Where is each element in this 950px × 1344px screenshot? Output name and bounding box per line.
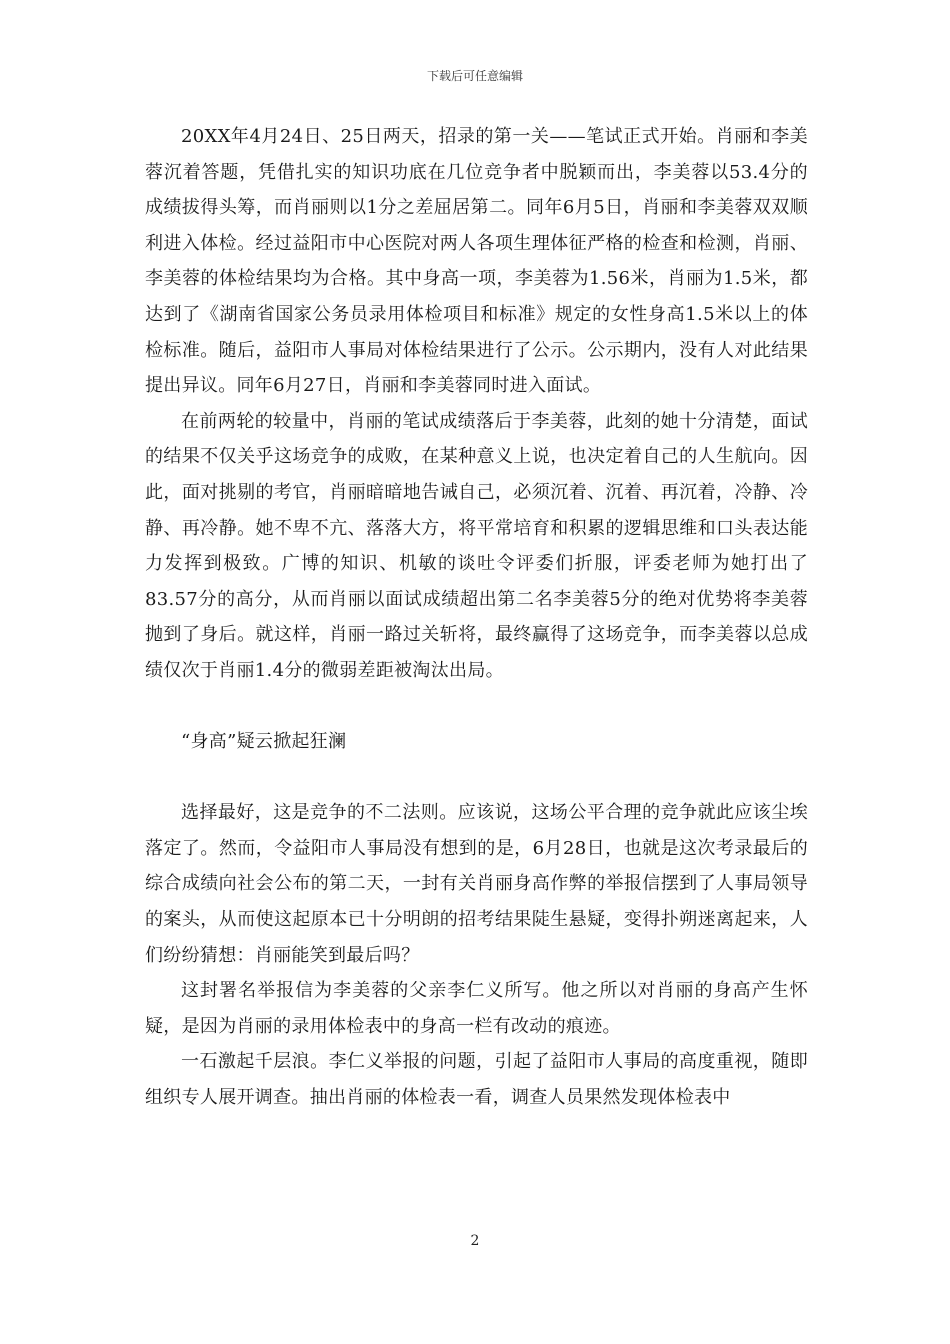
paragraph-letter-author: 这封署名举报信为李美蓉的父亲李仁义所写。他之所以对肖丽的身高产生怀疑，是因为肖丽的录用体检表中的身高一栏有改动的痕迹。 [145, 980, 808, 1037]
blank-line [145, 689, 808, 725]
paragraph-report-letter: 选择最好，这是竞争的不二法则。应该说，这场公平合理的竞争就此应该尘埃落定了。然而，令益阳市人事局没有想到的是，6月28日，也就是这次考录最后的综合成绩向社会公布的第二天，一封有关肖丽身高作弊的举报信摆到了人事局领导的案头，从而使这起原本已十分明朗的招考结果陡生悬疑，变得扑朔迷离起来，人们纷纷猜想：肖丽能笑到最后吗？ [145, 802, 808, 966]
page-number: 2 [470, 1233, 480, 1249]
paragraph-interview: 在前两轮的较量中，肖丽的笔试成绩落后于李美蓉，此刻的她十分清楚，面试的结果不仅关乎这场竞争的成败，在某种意义上说，也决定着自己的人生航向。因此，面对挑剔的考官，肖丽暗暗地告诫自己，必须沉着、沉着、再沉着，冷静、冷静、再冷静。她不卑不亢、落落大方，将平常培育和积累的逻辑思维和口头表达能力发挥到极致。广博的知识、机敏的谈吐令评委们折服，评委老师为她打出了83.57分的高分，从而肖丽以面试成绩超出第二名李美蓉5分的绝对优势将李美蓉抛到了身后。就这样，肖丽一路过关斩将，最终赢得了这场竞争，而李美蓉以总成绩仅次于肖丽1.4分的微弱差距被淘汰出局。 [145, 410, 808, 681]
section-heading: “身高”疑云掀起狂澜 [181, 731, 347, 753]
document-body [145, 119, 808, 1116]
page-header: 下载后可任意编辑 [426, 69, 523, 83]
paragraph-written-exam: 20XX年4月24日、25日两天，招录的第一关——笔试正式开始。肖丽和李美蓉沉着答题，凭借扎实的知识功底在几位竞争者中脱颖而出，李美蓉以53.4分的成绩拔得头筹，而肖丽则以1分之差屈居第二。同年6月5日，肖丽和李美蓉双双顺利进入体检。经过益阳市中心医院对两人各项生理体征严格的检查和检测，肖丽、李美蓉的体检结果均为合格。其中身高一项，李美蓉为1.56米，肖丽为1.5米，都达到了《湖南省国家公务员录用体检项目和标准》规定的女性身高1.5米以上的体检标准。随后，益阳市人事局对体检结果进行了公示。公示期内，没有人对此结果提出异议。同年6月27日，肖丽和李美蓉同时进入面试。 [145, 126, 808, 397]
paragraph-investigation: 一石激起千层浪。李仁义举报的问题，引起了益阳市人事局的高度重视，随即组织专人展开调查。抽出肖丽的体检表一看，调查人员果然发现体检表中 [145, 1051, 808, 1109]
blank-line [145, 760, 808, 796]
